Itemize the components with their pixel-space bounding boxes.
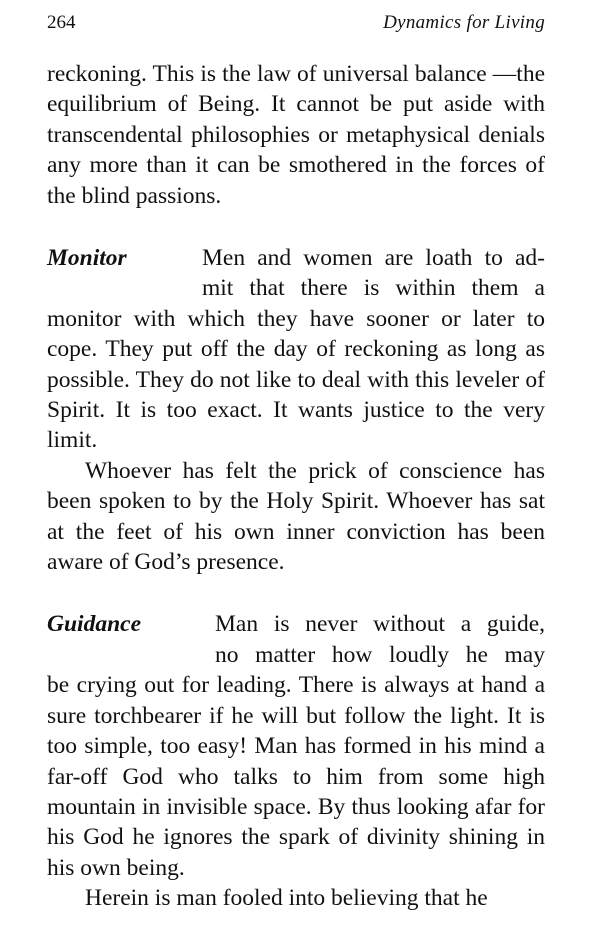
section-guidance xyxy=(47,609,545,913)
section-head-row xyxy=(47,243,545,273)
running-title: Dynamics for Living xyxy=(383,12,545,33)
running-header xyxy=(47,12,545,42)
section-lead-lines xyxy=(215,640,545,670)
section-lead-lines xyxy=(202,243,545,273)
page-number: 264 xyxy=(47,12,76,33)
lead-line: no matter how loudly he may xyxy=(215,641,545,668)
section-heading-guidance: Guidance xyxy=(47,611,141,638)
section-monitor xyxy=(47,243,545,577)
section-paragraph: be crying out for leading. There is always at hand a sure torchbearer if he will but follow the light. It is too simple, too easy! Man has formed in his mind a far-off God who talks to him from some high mountain in invisible space. By thus looking afar for his God he ignores the spark of divinity shining in his own being. xyxy=(47,672,545,881)
lead-line: mit that there is within them a xyxy=(202,275,545,302)
section-head-row xyxy=(47,609,545,639)
section-paragraph: monitor with which they have sooner or later to cope. They put off the day of reckoning as long as possible. They do not like to deal with this leveler of Spirit. It is too exact. It wants justice to the very limit. xyxy=(47,305,545,454)
section-heading-monitor: Monitor xyxy=(47,245,127,272)
lead-line: Man is never without a guide, xyxy=(215,611,545,638)
lead-line: Men and women are loath to ad- xyxy=(202,245,545,272)
opening-paragraph: reckoning. This is the law of universal balance —the equilibrium of Being. It cannot be put aside with transcendental philosophies or metaphysical denials any more than it can be smothered in the forces of the blind passions. xyxy=(47,61,545,209)
section-paragraph: Whoever has felt the prick of conscience has been spoken to by the Holy Spirit. Whoever has sat at the feet of his own inner conviction has been aware of God’s presence. xyxy=(47,457,545,576)
section-lead-lines xyxy=(202,273,545,303)
section-paragraph: Herein is man fooled into believing that he xyxy=(85,885,488,912)
section-lead-lines xyxy=(215,609,545,639)
body-text xyxy=(47,59,545,914)
